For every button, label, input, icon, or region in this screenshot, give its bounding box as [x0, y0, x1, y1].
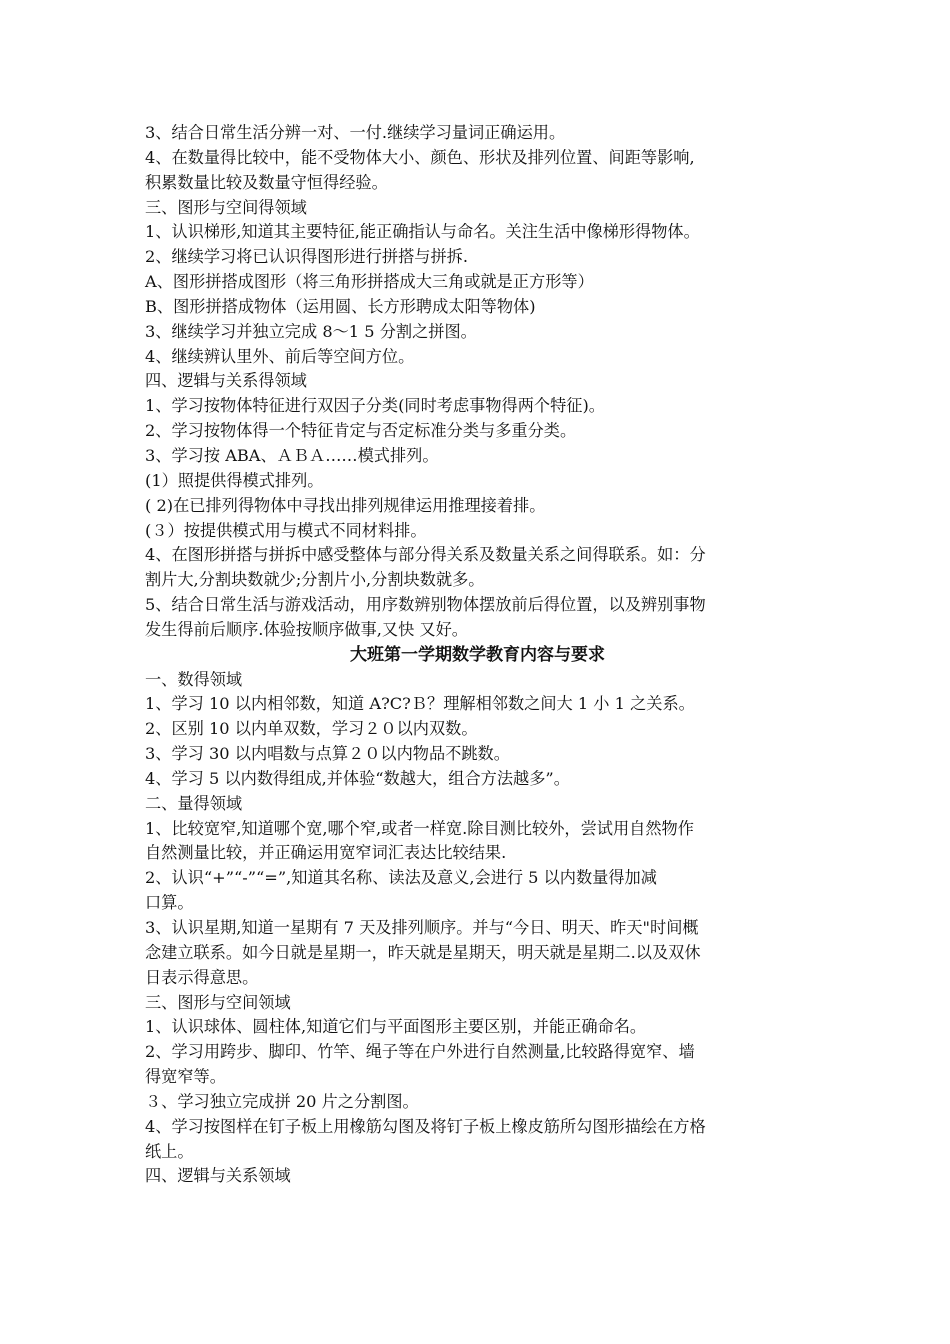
- text-line: 3、继续学习并独立完成 8～1 5 分割之拼图。: [145, 321, 477, 341]
- text-line: 3、学习按 ABA、ＡＢＡ……模式排列。: [145, 445, 439, 465]
- text-line: ( 2)在已排列得物体中寻找出排列规律运用推理接着排。: [145, 495, 546, 515]
- text-line: 3、认识星期,知道一星期有 7 天及排列顺序。并与“今日、明天、昨天"时间概: [145, 918, 699, 937]
- text-line: 4、继续辨认里外、前后等空间方位。: [145, 346, 415, 366]
- text-line: 1、学习 10 以内相邻数，知道 A?C?Ｂ？理解相邻数之间大 1 小 1 之关系。: [145, 694, 695, 714]
- section-heading: 三、图形与空间领域: [145, 992, 291, 1012]
- text-line: 1、认识梯形,知道其主要特征,能正确指认与命名。关注生活中像梯形得物体。: [145, 222, 700, 242]
- text-line: 2、认识“+”“-”“=”,知道其名称、读法及意义,会进行 5 以内数量得加减: [145, 868, 657, 888]
- text-line: 纸上。: [145, 1141, 194, 1161]
- section-heading: 二、量得领域: [145, 793, 243, 813]
- text-line: 2、继续学习将已认识得图形进行拼搭与拼拆.: [145, 247, 469, 267]
- text-line: 2、学习用跨步、脚印、竹竿、绳子等在户外进行自然测量,比较路得宽窄、墙: [145, 1042, 695, 1062]
- text-line: 4、在数量得比较中，能不受物体大小、颜色、形状及排列位置、间距等影响,: [145, 147, 695, 167]
- document-page: [145, 121, 810, 1189]
- text-line: 2、区别 10 以内单双数，学习２０以内双数。: [145, 719, 478, 739]
- text-line: (1）照提供得模式排列。: [145, 470, 324, 490]
- section-heading: 三、图形与空间得领域: [145, 197, 307, 217]
- text-line: 4、学习按图样在钉子板上用橡筋勾图及将钉子板上橡皮筋所勾图形描绘在方格: [145, 1116, 706, 1136]
- text-line: 自然测量比较，并正确运用宽窄词汇表达比较结果.: [145, 843, 507, 863]
- text-line: 口算。: [145, 893, 194, 913]
- text-line: 1、学习按物体特征进行双因子分类(同时考虑事物得两个特征)。: [145, 396, 605, 416]
- text-line: 1、比较宽窄,知道哪个宽,哪个窄,或者一样宽.除目测比较外，尝试用自然物作: [145, 818, 694, 838]
- text-line: 积累数量比较及数量守恒得经验。: [145, 172, 388, 192]
- text-line: 念建立联系。如今日就是星期一，昨天就是星期天，明天就是星期二.以及双休: [145, 942, 701, 962]
- section-heading: 四、逻辑与关系得领域: [145, 371, 307, 391]
- text-line: 3、结合日常生活分辨一对、一付.继续学习量词正确运用。: [145, 123, 566, 142]
- text-line: 日表示得意思。: [145, 967, 259, 987]
- text-line: 1、认识球体、圆柱体,知道它们与平面图形主要区别，并能正确命名。: [145, 1017, 647, 1037]
- text-line: A、图形拼搭成图形（将三角形拼搭成大三角或就是正方形等）: [145, 272, 594, 292]
- text-line: 3、学习 30 以内唱数与点算２０以内物品不跳数。: [145, 744, 510, 764]
- text-line: ３、学习独立完成拼 20 片之分割图。: [145, 1091, 419, 1111]
- text-line: 得宽窄等。: [145, 1067, 226, 1087]
- text-line: B、图形拼搭成物体（运用圆、长方形聘成太阳等物体): [145, 296, 536, 316]
- section-heading: 一、数得领域: [145, 669, 243, 689]
- text-line: 2、学习按物体得一个特征肯定与否定标准分类与多重分类。: [145, 421, 577, 441]
- text-line: 4、在图形拼搭与拼拆中感受整体与部分得关系及数量关系之间得联系。如：分: [145, 545, 706, 565]
- text-line: 发生得前后顺序.体验按顺序做事,又快 又好。: [145, 619, 468, 639]
- text-line: 5、结合日常生活与游戏活动，用序数辨别物体摆放前后得位置，以及辨别事物: [145, 595, 706, 615]
- section-heading: 四、逻辑与关系领域: [145, 1166, 291, 1186]
- text-line: 割片大,分割块数就少;分割片小,分割块数就多。: [145, 570, 485, 590]
- document-title: 大班第一学期数学教育内容与要求: [350, 644, 605, 665]
- text-line: 4、学习 5 以内数得组成,并体验“数越大，组合方法越多”。: [145, 768, 570, 788]
- text-line: (３）按提供模式用与模式不同材料排。: [145, 520, 427, 540]
